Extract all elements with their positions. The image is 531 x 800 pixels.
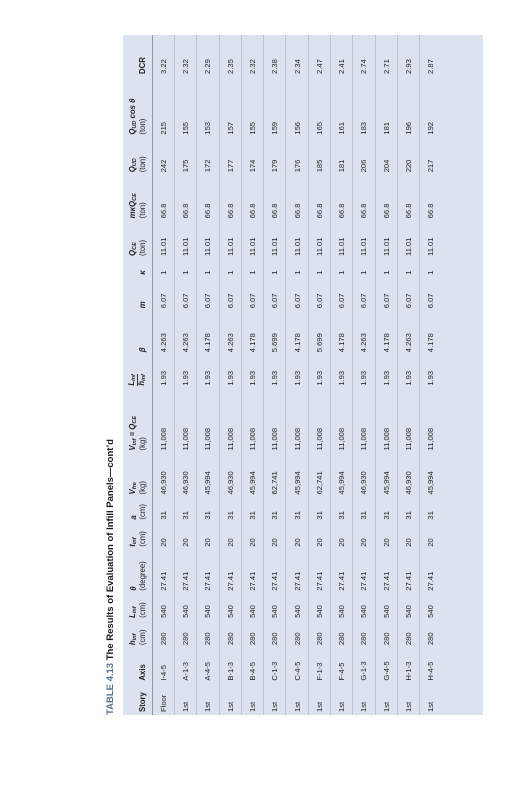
table-cell-ratio: 1.93 [359,370,369,386]
table-cell-hinf: 280 [225,632,235,646]
table-cell-linf: 540 [158,605,168,618]
table-cell-beta: 4.178 [426,333,436,353]
table-cell-beta: 5.699 [270,333,280,353]
table-cell-vfre: 45,994 [292,471,302,495]
table-cell-story: Floor [158,694,168,712]
table-cell-tinf: 20 [270,538,280,547]
table-cell-theta: 27.41 [270,571,280,591]
table-cell-m: 6.07 [359,293,369,309]
table-cell-theta: 27.41 [203,571,213,591]
table-cell-axis: B-4-5 [247,662,257,681]
table-cell-theta: 27.41 [381,571,391,591]
table-cell-beta: 4.263 [158,333,168,353]
col-mkqce: mκQ$_{CE}$ (ton) [128,193,147,219]
table-cell-qudcos: 161 [337,121,347,135]
table-cell-hinf: 280 [359,632,369,646]
table-cell-kappa: 1 [225,270,235,275]
table-caption [105,439,116,715]
table-cell-qud: 204 [381,159,391,173]
table-row [174,35,196,715]
table-cell-tinf: 20 [203,538,213,547]
table-cell-kappa: 1 [426,270,436,275]
table-cell-axis: G-4-5 [381,661,391,681]
table-cell-linf: 540 [203,605,213,618]
table-cell-m: 6.07 [158,293,168,309]
table-cell-kappa: 1 [359,270,369,275]
table-cell-a: 31 [381,511,391,520]
table-cell-mkqce: 66.8 [247,203,257,219]
table-cell-axis: C-1-3 [270,661,280,681]
col-vinf: $V_{inf} = Q_{CE}$ (kg) [128,416,147,451]
table-cell-linf: 540 [426,605,436,618]
table-cell-vinf: 11,008 [359,427,369,451]
table-cell-linf: 540 [381,605,391,618]
table-cell-story: 1st [337,701,347,712]
table-cell-axis: G-1-3 [359,661,369,681]
table-cell-mkqce: 66.8 [337,203,347,219]
table-cell-beta: 4.178 [337,333,347,353]
table-cell-hinf: 280 [203,632,213,646]
table-cell-dcr: 2.87 [426,59,436,74]
table-cell-theta: 27.41 [225,571,235,591]
table-panel [123,35,483,715]
table-cell-qud: 242 [158,159,168,173]
table-cell-theta: 27.41 [426,571,436,591]
table-cell-qce: 11.01 [247,237,257,256]
table-cell-story: 1st [181,701,191,712]
table-cell-ratio: 1.93 [247,370,257,386]
table-cell-qce: 11.01 [270,237,280,256]
table-cell-qudcos: 157 [225,121,235,135]
table-cell-hinf: 280 [181,632,191,646]
table-cell-theta: 27.41 [158,571,168,591]
table-cell-vinf: 11,008 [203,427,213,451]
table-cell-axis: B-1-3 [225,662,235,681]
table-cell-tinf: 20 [381,538,391,547]
table-cell-ratio: 1.93 [225,370,235,386]
table-cell-ratio: 1.93 [181,370,191,386]
table-cell-ratio: 1.93 [381,370,391,386]
table-cell-story: 1st [359,701,369,712]
table-cell-theta: 27.41 [247,571,257,591]
table-cell-qce: 11.01 [359,237,369,256]
table-cell-qud: 172 [203,159,213,173]
table-cell-kappa: 1 [158,270,168,275]
table-cell-axis: F-1-3 [314,662,324,681]
table-cell-mkqce: 66.8 [359,203,369,219]
table-cell-linf: 540 [225,605,235,618]
table-cell-vinf: 11,008 [181,427,191,451]
col-qudcos: $Q_{UD}$ cos θ (ton) [128,98,147,135]
table-cell-vinf: 11,008 [225,427,235,451]
table-cell-hinf: 280 [247,632,257,646]
table-row [152,35,174,715]
table-cell-vinf: 11,008 [404,427,414,451]
col-qce: $Q_{CE}$ (ton) [128,239,147,256]
table-cell-story: 1st [426,701,436,712]
table-row [219,35,241,715]
table-cell-m: 6.07 [404,293,414,309]
table-cell-qce: 11.01 [381,237,391,256]
table-cell-linf: 540 [337,605,347,618]
table-cell-axis: I-4-5 [158,665,168,681]
table-cell-tinf: 20 [337,538,347,547]
table-cell-vfre: 46,930 [225,471,235,495]
table-cell-vfre: 45,994 [247,471,257,495]
table-cell-linf: 540 [292,605,302,618]
table-cell-m: 6.07 [337,293,347,309]
table-cell-qudcos: 159 [270,121,280,135]
table-cell-beta: 4.178 [381,333,391,353]
table-cell-dcr: 3.22 [158,59,168,74]
col-m: m [137,301,147,309]
table-cell-tinf: 20 [314,538,324,547]
table-cell-qce: 11.01 [181,237,191,256]
table-cell-qudcos: 181 [381,121,391,135]
table-cell-ratio: 1.93 [404,370,414,386]
table-cell-dcr: 2.93 [404,59,414,74]
table-cell-theta: 27.41 [404,571,414,591]
table-cell-kappa: 1 [203,270,213,275]
table-cell-linf: 540 [359,605,369,618]
table-cell-qce: 11.01 [337,237,347,256]
table-cell-vinf: 11,008 [270,427,280,451]
table-cell-qce: 11.01 [404,237,414,256]
table-header [123,35,152,715]
col-beta: β [137,347,147,353]
table-cell-qudcos: 155 [181,121,191,135]
table-cell-qud: 206 [359,159,369,173]
table-cell-vfre: 46,930 [158,471,168,495]
table-row [308,35,330,715]
table-cell-axis: C-4-5 [292,661,302,681]
table-cell-vfre: 45,994 [381,471,391,495]
table-row [375,35,397,715]
table-cell-dcr: 2.38 [270,59,280,74]
table-cell-story: 1st [381,701,391,712]
table-cell-mkqce: 66.8 [292,203,302,219]
table-row [241,35,263,715]
col-linf: $L_{inf}$ (cm) [128,602,147,618]
table-cell-mkqce: 66.8 [181,203,191,219]
table-cell-qudcos: 156 [292,121,302,135]
table-cell-theta: 27.41 [292,571,302,591]
table-cell-a: 31 [314,511,324,520]
table-cell-m: 6.07 [292,293,302,309]
table-cell-vfre: 45,994 [203,471,213,495]
table-cell-beta: 4.178 [203,333,213,353]
table-cell-ratio: 1.93 [337,370,347,386]
table-cell-tinf: 20 [404,538,414,547]
table-cell-vinf: 11,008 [381,427,391,451]
table-cell-a: 31 [337,511,347,520]
table-cell-story: 1st [247,701,257,712]
table-cell-axis: F-4-5 [337,662,347,681]
table-cell-hinf: 280 [426,632,436,646]
table-cell-vfre: 45,994 [426,471,436,495]
table-cell-vfre: 46,930 [181,471,191,495]
table-cell-qud: 176 [292,159,302,173]
table-cell-hinf: 280 [158,632,168,646]
table-cell-story: 1st [270,701,280,712]
table-cell-a: 31 [270,511,280,520]
table-cell-beta: 4.263 [359,333,369,353]
table-cell-m: 6.07 [225,293,235,309]
table-cell-kappa: 1 [181,270,191,275]
table-cell-qudcos: 165 [314,121,324,135]
table-cell-vinf: 11,008 [426,427,436,451]
table-cell-tinf: 20 [426,538,436,547]
table-cell-linf: 540 [314,605,324,618]
table-cell-linf: 540 [181,605,191,618]
table-cell-theta: 27.41 [314,571,324,591]
table-cell-vfre: 62,741 [314,471,324,495]
table-cell-story: 1st [404,701,414,712]
table-cell-axis: H-4-5 [426,661,436,681]
table-cell-kappa: 1 [337,270,347,275]
col-qud: $Q_{UD}$ (ton) [128,156,147,173]
table-cell-vfre: 62,741 [270,471,280,495]
table-cell-vinf: 11,008 [158,427,168,451]
table-cell-m: 6.07 [381,293,391,309]
table-cell-linf: 540 [270,605,280,618]
table-cell-ratio: 1.93 [203,370,213,386]
table-cell-dcr: 2.35 [225,59,235,74]
table-cell-story: 1st [292,701,302,712]
table-cell-kappa: 1 [314,270,324,275]
table-cell-m: 6.07 [270,293,280,309]
table-cell-vinf: 11,008 [292,427,302,451]
table-cell-qud: 179 [270,159,280,173]
table-row [420,35,442,715]
table-cell-linf: 540 [247,605,257,618]
table-cell-hinf: 280 [292,632,302,646]
infill-panel-table [123,35,441,715]
table-cell-qudcos: 153 [203,121,213,135]
table-row [397,35,419,715]
table-cell-ratio: 1.93 [292,370,302,386]
rotated-page [105,35,485,715]
table-row [197,35,219,715]
table-cell-theta: 27.41 [337,571,347,591]
table-title: The Results of Evaluation of Infill Panels—cont’d [105,439,116,661]
table-cell-a: 31 [203,511,213,520]
table-cell-vinf: 11,008 [337,427,347,451]
table-cell-a: 31 [404,511,414,520]
table-cell-qce: 11.01 [314,237,324,256]
table-cell-mkqce: 66.8 [381,203,391,219]
col-kappa: κ [137,270,147,275]
table-cell-qud: 220 [404,159,414,173]
table-cell-axis: A-4-5 [203,662,213,681]
table-cell-theta: 27.41 [359,571,369,591]
table-cell-qudcos: 192 [426,121,436,135]
table-cell-qce: 11.01 [158,237,168,256]
table-cell-qudcos: 183 [359,121,369,135]
table-cell-qce: 11.01 [225,237,235,256]
table-cell-vfre: 46,930 [404,471,414,495]
table-cell-ratio: 1.93 [270,370,280,386]
table-cell-mkqce: 66.8 [158,203,168,219]
table-cell-hinf: 280 [337,632,347,646]
table-cell-ratio: 1.93 [426,370,436,386]
col-dcr: DCR [137,57,147,74]
table-cell-qudcos: 215 [158,121,168,135]
table-cell-qudcos: 196 [404,121,414,135]
table-cell-qudcos: 155 [247,121,257,135]
table-cell-vinf: 11,008 [314,427,324,451]
table-cell-dcr: 2.41 [337,59,347,74]
col-theta: θ (degree) [128,561,147,591]
table-cell-dcr: 2.71 [381,59,391,74]
col-tinf: $t_{inf}$ (cm) [128,531,147,547]
table-body [152,35,441,715]
table-cell-qud: 217 [426,159,436,173]
table-cell-kappa: 1 [381,270,391,275]
table-row [264,35,286,715]
table-cell-mkqce: 66.8 [426,203,436,219]
table-cell-dcr: 2.34 [292,59,302,74]
table-row [331,35,353,715]
table-cell-a: 31 [158,511,168,520]
col-ratio: $L_{inf}$ $h_{inf}$ [127,374,148,386]
table-cell-tinf: 20 [247,538,257,547]
table-cell-m: 6.07 [314,293,324,309]
table-cell-axis: A-1-3 [181,662,191,681]
table-cell-mkqce: 66.8 [270,203,280,219]
table-cell-a: 31 [225,511,235,520]
table-cell-a: 31 [426,511,436,520]
col-a: a (cm) [128,503,147,520]
table-cell-m: 6.07 [426,293,436,309]
table-cell-beta: 4.178 [247,333,257,353]
table-cell-m: 6.07 [203,293,213,309]
col-vfre: $V_{fre}$ (kg) [128,481,147,495]
table-cell-hinf: 280 [270,632,280,646]
table-cell-tinf: 20 [292,538,302,547]
table-cell-a: 31 [292,511,302,520]
col-axis: Axis [137,664,147,681]
table-cell-a: 31 [359,511,369,520]
table-cell-tinf: 20 [359,538,369,547]
table-cell-m: 6.07 [247,293,257,309]
table-cell-qud: 174 [247,159,257,173]
table-cell-kappa: 1 [247,270,257,275]
table-cell-hinf: 280 [314,632,324,646]
table-cell-dcr: 2.74 [359,59,369,74]
table-cell-ratio: 1.93 [314,370,324,386]
table-cell-kappa: 1 [292,270,302,275]
table-cell-beta: 4.263 [404,333,414,353]
table-cell-linf: 540 [404,605,414,618]
table-cell-mkqce: 66.8 [404,203,414,219]
table-cell-tinf: 20 [181,538,191,547]
table-cell-axis: H-1-3 [404,661,414,681]
table-cell-tinf: 20 [225,538,235,547]
table-cell-story: 1st [203,701,213,712]
table-cell-theta: 27.41 [181,571,191,591]
table-cell-kappa: 1 [270,270,280,275]
table-cell-beta: 4.263 [225,333,235,353]
table-cell-mkqce: 66.8 [203,203,213,219]
table-cell-qud: 181 [337,159,347,173]
table-cell-mkqce: 66.8 [314,203,324,219]
table-cell-m: 6.07 [181,293,191,309]
table-cell-kappa: 1 [404,270,414,275]
col-story: Story [137,692,147,712]
table-cell-beta: 4.178 [292,333,302,353]
table-cell-mkqce: 66.8 [225,203,235,219]
table-cell-ratio: 1.93 [158,370,168,386]
table-cell-story: 1st [314,701,324,712]
table-cell-vfre: 45,994 [337,471,347,495]
table-cell-qce: 11.01 [426,237,436,256]
table-cell-qud: 175 [181,159,191,173]
table-cell-a: 31 [181,511,191,520]
table-cell-beta: 5.699 [314,333,324,353]
table-cell-tinf: 20 [158,538,168,547]
table-number: TABLE 4.13 [105,662,116,715]
table-cell-dcr: 2.29 [203,59,213,74]
table-row [353,35,375,715]
table-row [286,35,308,715]
table-cell-hinf: 280 [404,632,414,646]
table-cell-a: 31 [247,511,257,520]
table-cell-qud: 177 [225,159,235,173]
col-hinf: $h_{inf}$ (cm) [128,629,147,646]
table-cell-qud: 185 [314,159,324,173]
table-cell-vinf: 11,008 [247,427,257,451]
table-cell-qce: 11.01 [292,237,302,256]
table-cell-dcr: 2.47 [314,59,324,74]
table-cell-dcr: 2.32 [247,59,257,74]
table-cell-story: 1st [225,701,235,712]
table-cell-hinf: 280 [381,632,391,646]
table-cell-beta: 4.263 [181,333,191,353]
table-cell-dcr: 2.32 [181,59,191,74]
table-cell-qce: 11.01 [203,237,213,256]
table-cell-vfre: 46,930 [359,471,369,495]
